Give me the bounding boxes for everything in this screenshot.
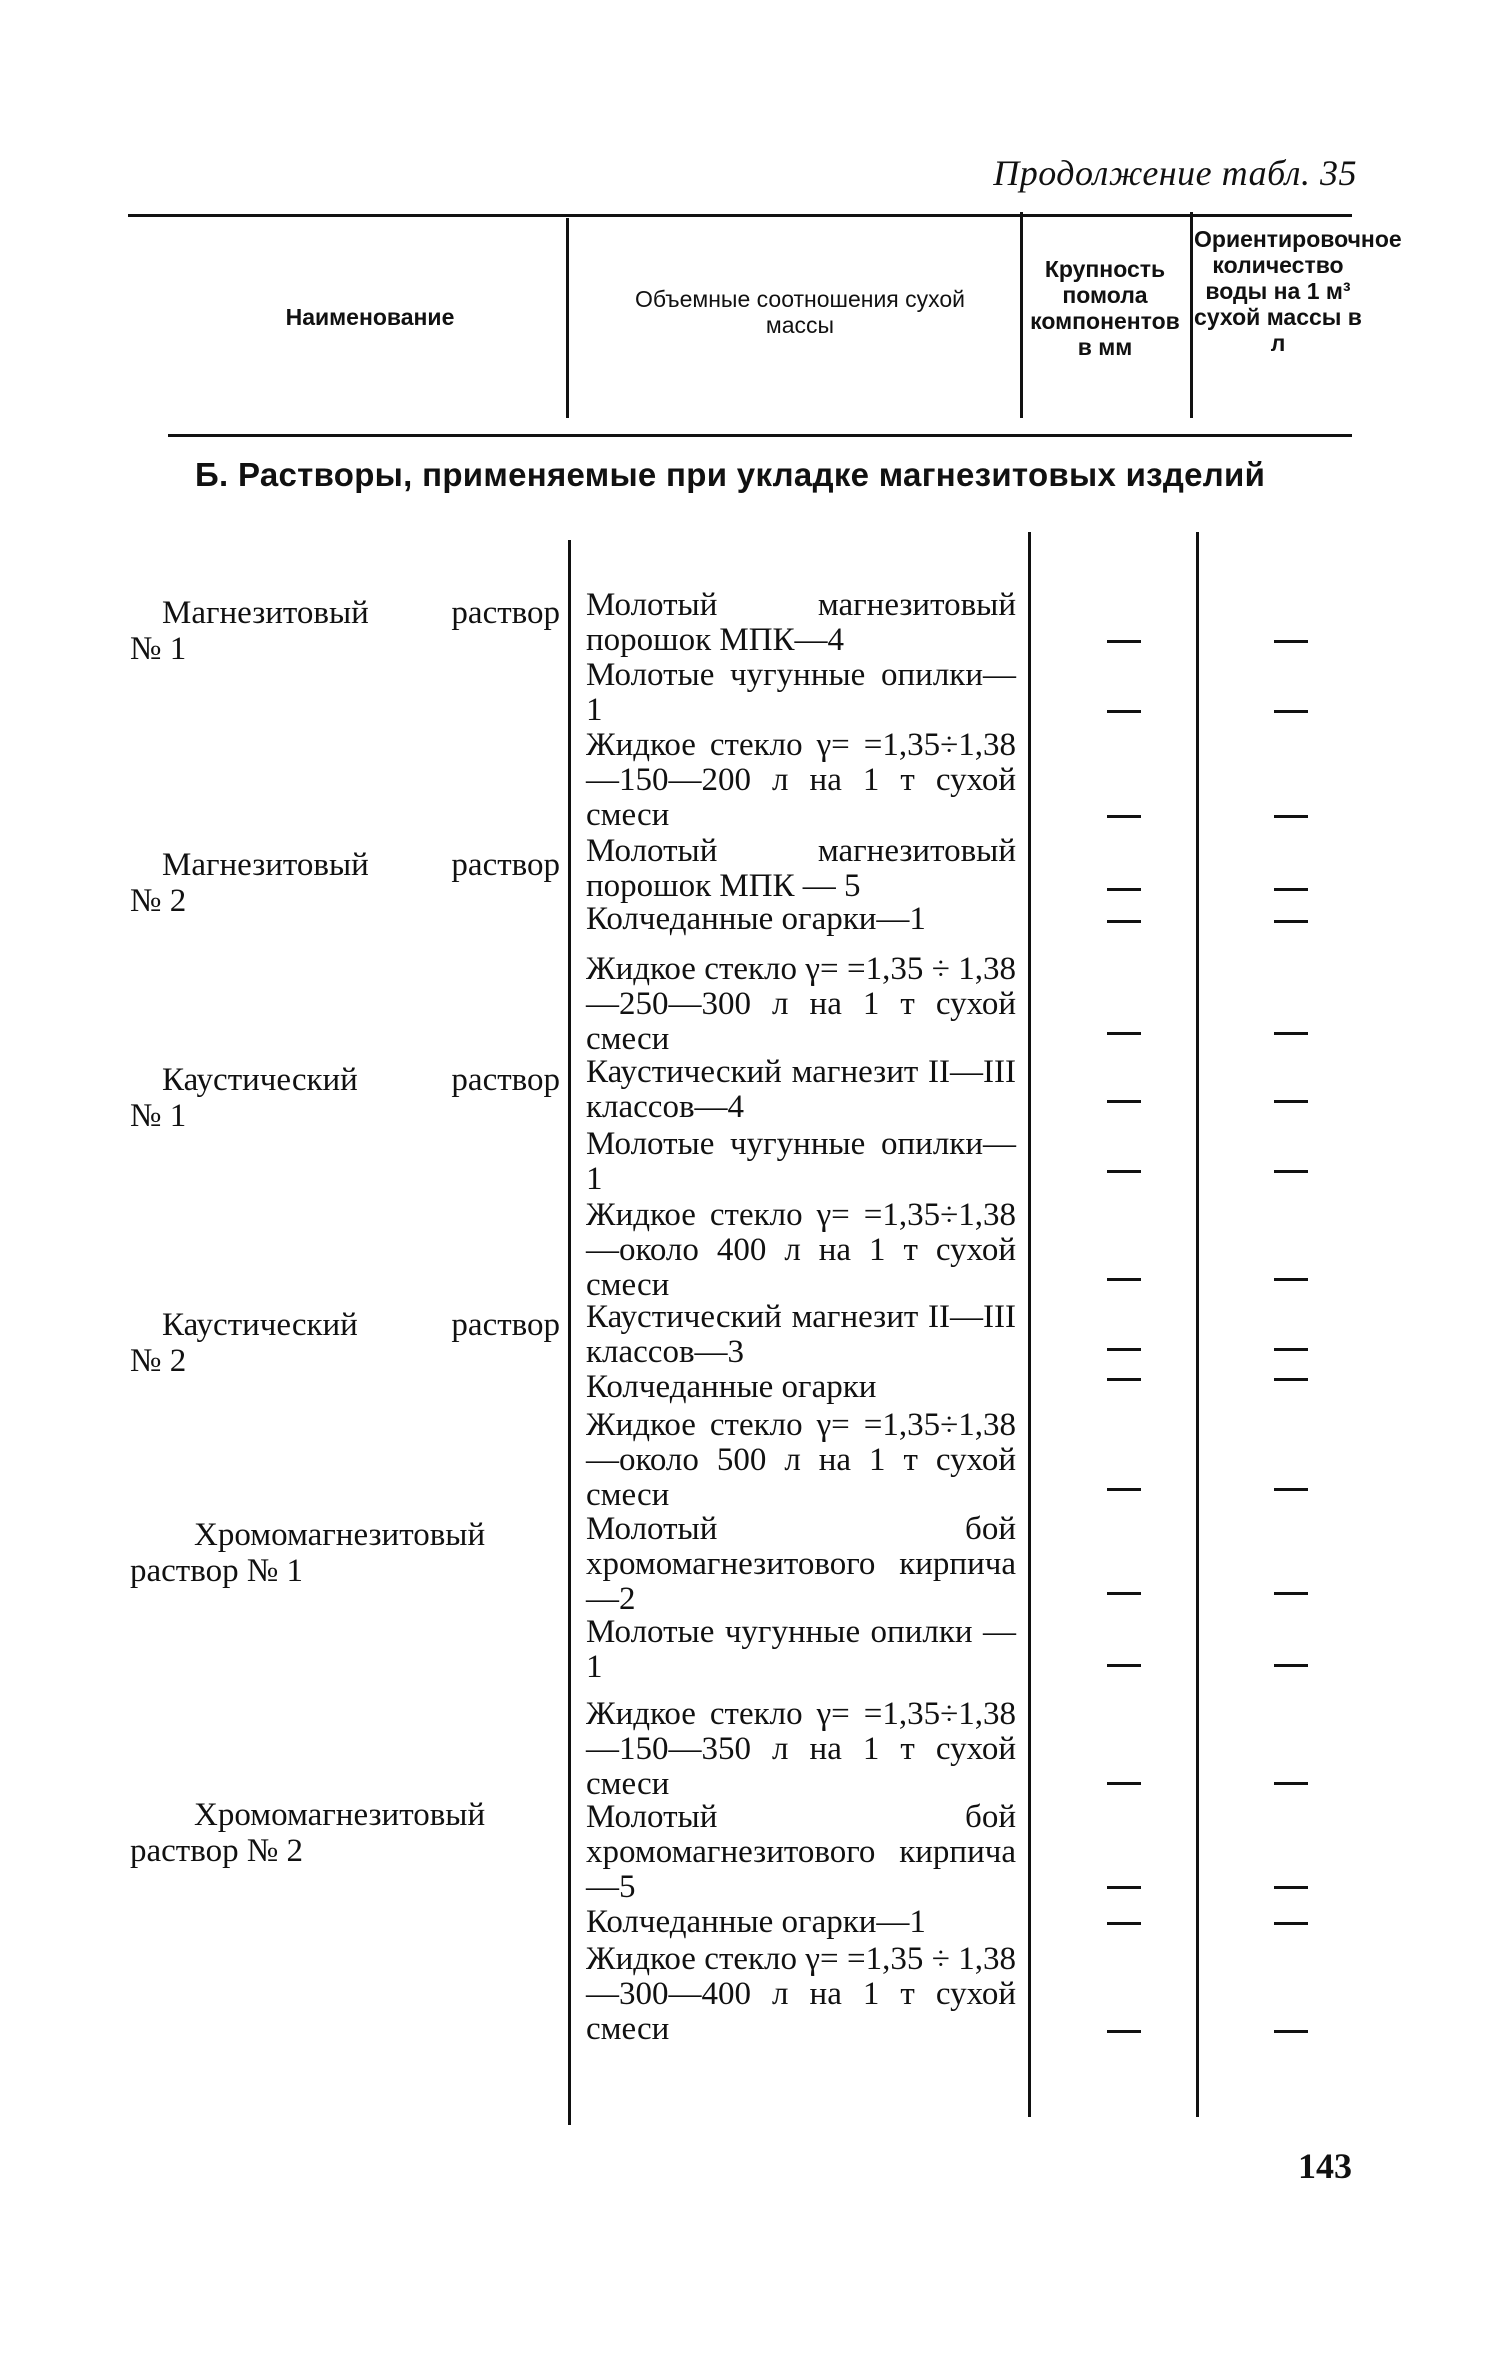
water-dash xyxy=(1274,1592,1308,1595)
grind-dash xyxy=(1107,920,1141,923)
row-name: Хромомагнезитовый раствор № 2 xyxy=(130,1797,486,1869)
water-dash xyxy=(1274,1032,1308,1035)
water-dash xyxy=(1274,1170,1308,1173)
water-dash xyxy=(1274,710,1308,713)
grind-dash xyxy=(1107,1782,1141,1785)
water-dash xyxy=(1274,1782,1308,1785)
row-component: Жидкое стекло γ= =1,35 ÷ 1,38—250—300 л на 1 т сухой смеси xyxy=(586,951,1016,1057)
row-component: Жидкое стекло γ= =1,35÷1,38—150—350 л на 1 т сухой смеси xyxy=(586,1696,1016,1802)
row-component: Жидкое стекло γ= =1,35÷1,38—150—200 л на 1 т сухой смеси xyxy=(586,727,1016,833)
column-header-ratio: Объемные соотношения сухой массы xyxy=(634,286,966,338)
row-component: Колчеданные огарки xyxy=(586,1369,877,1405)
water-dash xyxy=(1274,1488,1308,1491)
water-dash xyxy=(1274,1348,1308,1351)
row-component: Жидкое стекло γ= =1,35÷1,38—около 500 л на 1 т сухой смеси xyxy=(586,1407,1016,1513)
water-dash xyxy=(1274,1378,1308,1381)
row-component: Колчеданные огарки—1 xyxy=(586,901,926,937)
row-name: Магнезитовый раствор № 2 xyxy=(130,847,560,919)
header-divider-3 xyxy=(1190,212,1193,418)
grind-dash xyxy=(1107,1378,1141,1381)
water-dash xyxy=(1274,1886,1308,1889)
row-name: Магнезитовый раствор № 1 xyxy=(130,595,560,667)
grind-dash xyxy=(1107,1170,1141,1173)
row-name: Каустический раствор № 1 xyxy=(130,1062,560,1134)
grind-dash xyxy=(1107,888,1141,891)
row-component: Молотые чугунные опилки—1 xyxy=(586,1126,1016,1197)
water-dash xyxy=(1274,888,1308,891)
grind-dash xyxy=(1107,1100,1141,1103)
header-divider-1 xyxy=(566,218,569,418)
row-component: Жидкое стекло γ= =1,35 ÷ 1,38—300—400 л на 1 т сухой смеси xyxy=(586,1941,1016,2047)
grind-dash xyxy=(1107,1922,1141,1925)
section-title: Б. Растворы, применяемые при укладке магнезитовых изделий xyxy=(195,456,1266,493)
row-component: Жидкое стекло γ= =1,35÷1,38—около 400 л на 1 т сухой смеси xyxy=(586,1197,1016,1303)
grind-dash xyxy=(1107,1664,1141,1667)
body-divider-1 xyxy=(568,540,571,2125)
grind-dash xyxy=(1107,640,1141,643)
row-name: Каустический раствор № 2 xyxy=(130,1307,560,1379)
body-divider-3 xyxy=(1196,532,1199,2117)
row-component: Молотый бой хромомагнезитового кирпича—2 xyxy=(586,1511,1016,1617)
row-component: Колчеданные огарки—1 xyxy=(586,1904,926,1940)
header-top-rule xyxy=(128,214,1352,217)
column-header-grind: Крупность помола компонентов в мм xyxy=(1030,256,1180,360)
body-divider-2 xyxy=(1028,532,1031,2117)
row-component: Каустический магнезит II—III классов—4 xyxy=(586,1054,1016,1125)
water-dash xyxy=(1274,640,1308,643)
row-component: Молотые чугунные опилки — 1 xyxy=(586,1614,1016,1685)
row-component: Каустический магнезит II—III классов—3 xyxy=(586,1299,1016,1370)
grind-dash xyxy=(1107,1886,1141,1889)
grind-dash xyxy=(1107,815,1141,818)
grind-dash xyxy=(1107,1278,1141,1281)
header-bottom-rule xyxy=(168,434,1352,437)
water-dash xyxy=(1274,2030,1308,2033)
water-dash xyxy=(1274,920,1308,923)
grind-dash xyxy=(1107,1348,1141,1351)
table-continuation-title: Продолжение табл. 35 xyxy=(993,153,1357,193)
water-dash xyxy=(1274,1664,1308,1667)
water-dash xyxy=(1274,1278,1308,1281)
water-dash xyxy=(1274,815,1308,818)
column-header-water: Ориентировочное количество воды на 1 м³ сухой массы в л xyxy=(1194,226,1402,356)
grind-dash xyxy=(1107,1592,1141,1595)
page-number: 143 xyxy=(1298,2146,1352,2186)
water-dash xyxy=(1274,1922,1308,1925)
grind-dash xyxy=(1107,1032,1141,1035)
grind-dash xyxy=(1107,1488,1141,1491)
water-dash xyxy=(1274,1100,1308,1103)
grind-dash xyxy=(1107,2030,1141,2033)
row-component: Молотый бой хромомагнезитового кирпича—5 xyxy=(586,1799,1016,1905)
row-component: Молотый магнезитовый порошок МПК — 5 xyxy=(586,833,1016,904)
row-component: Молотый магнезитовый порошок МПК—4 xyxy=(586,587,1016,658)
row-name: Хромомагнезитовый раствор № 1 xyxy=(130,1517,486,1589)
row-component: Молотые чугунные опилки—1 xyxy=(586,657,1016,728)
column-header-name: Наименование xyxy=(285,304,455,330)
grind-dash xyxy=(1107,710,1141,713)
